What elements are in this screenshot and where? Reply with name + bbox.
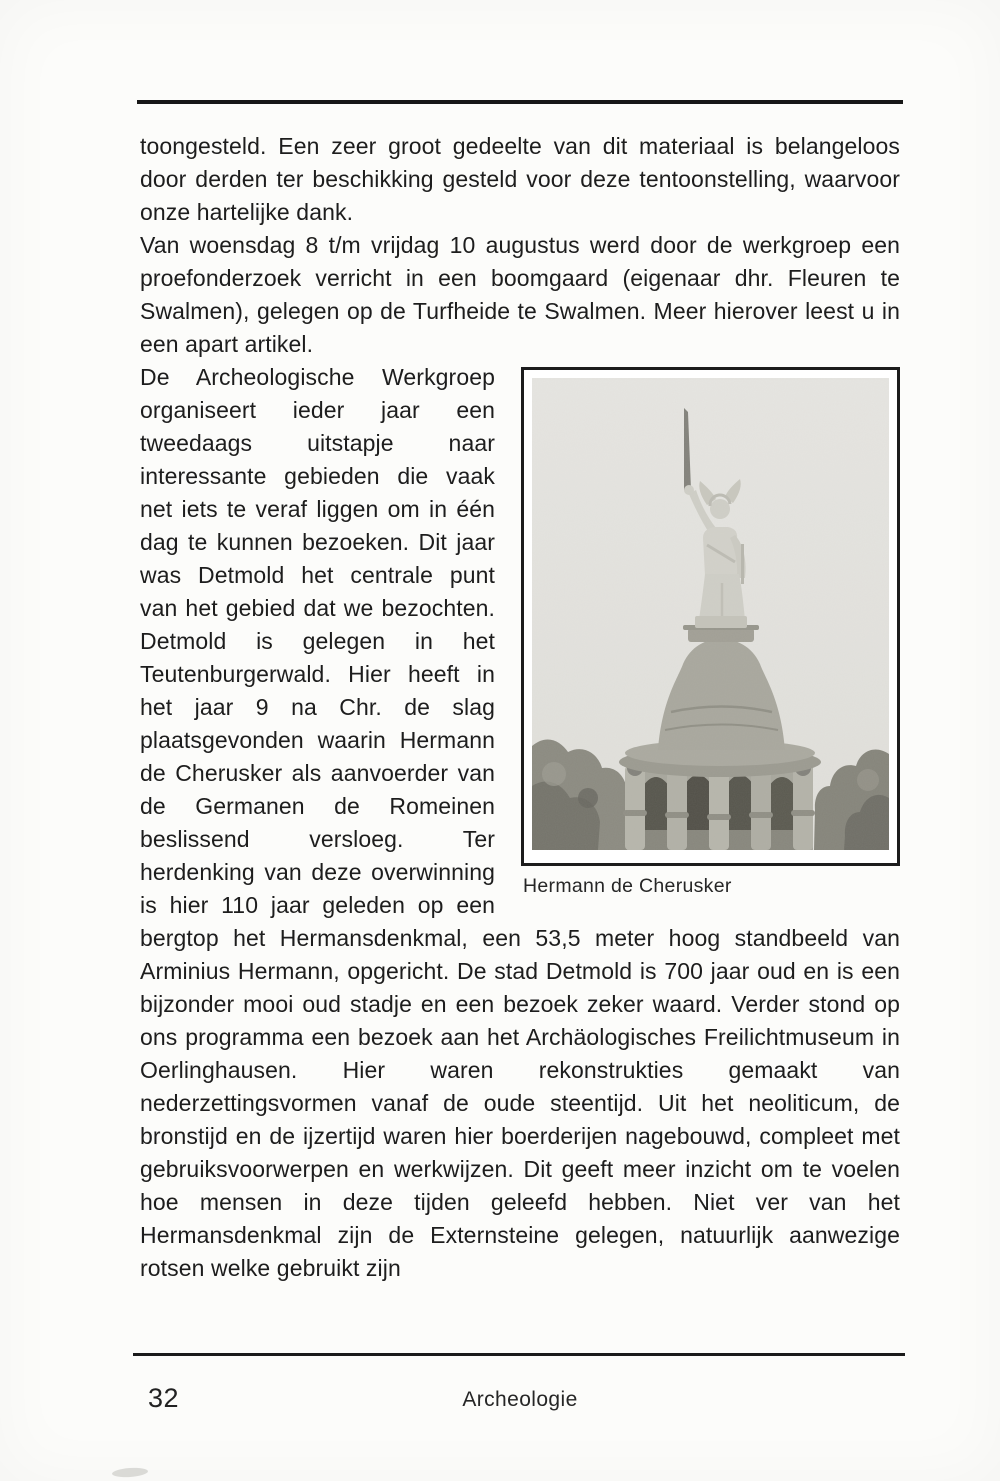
photo-caption: Hermann de Cherusker xyxy=(523,875,732,897)
body-paragraph: De Archeologische Werkgroep organiseert ieder jaar een tweedaags uitstapje naar interessante gebieden die vaak net iets te veraf liggen om in één dag te kunnen bezoeken. Dit jaar was Detmold het centrale punt van het gebied dat we bezochten. Detmold is gelegen in het Teutenburgerwald. Hier heeft in het jaar 9 na Chr. de slag plaatsgevonden waarin Hermann de Cherusker als aanvoerder van de Germanen de Romeinen beslissend versloeg. Ter herdenking van deze overwinning is hier 110 jaar geleden op een bergtop het Hermansdenkmal, een 53,5 meter hoog standbeeld van Arminius Hermann, opgericht. De stad Detmold is 700 jaar oud en is een bijzonder mooi oud stadje en een bezoek zeker waard. Verder stond op ons programma een bezoek aan het Archäologisches Freilichtmuseum in Oerlinghausen. Hier waren rekonstrukties gemaakt van nederzettingsvormen vanaf de oude steentijd. Uit het neoliticum, de bronstijd en de ijzertijd waren hier boerderijen nagebouwd, compleet met gebruiksvoorwerpen en werkwijzen. Dit geeft meer inzicht om te voelen hoe mensen in deze tijden geleefd hebben. Niet ver van het Hermansdenkmal zijn de Externsteine gelegen, natuurlijk aanwezige rotsen welke gebruikt zijn xyxy=(140,364,900,1281)
body-text xyxy=(140,130,900,1285)
hermannsdenkmal-figure xyxy=(521,367,900,898)
body-paragraph: Van woensdag 8 t/m vrijdag 10 augustus werd door de werkgroep een proefonderzoek verricht in een boomgaard (eigenaar dhr. Fleuren te Swalmen), gelegen op de Turfheide te Swalmen. Meer hierover leest u in een apart artikel. xyxy=(140,232,900,357)
section-title: Archeologie xyxy=(462,1388,578,1411)
top-rule xyxy=(137,100,903,104)
bottom-rule xyxy=(133,1353,905,1356)
photo-grain xyxy=(532,378,889,850)
page-number: 32 xyxy=(148,1383,180,1413)
scan-smudge xyxy=(112,1467,149,1478)
body-paragraph: toongesteld. Een zeer groot gedeelte van dit materiaal is belangeloos door derden ter beschikking gesteld voor deze tentoonstelling, waarvoor onze hartelijke dank. xyxy=(140,133,900,225)
photo-frame xyxy=(521,367,900,866)
hermannsdenkmal-photo xyxy=(532,378,889,850)
